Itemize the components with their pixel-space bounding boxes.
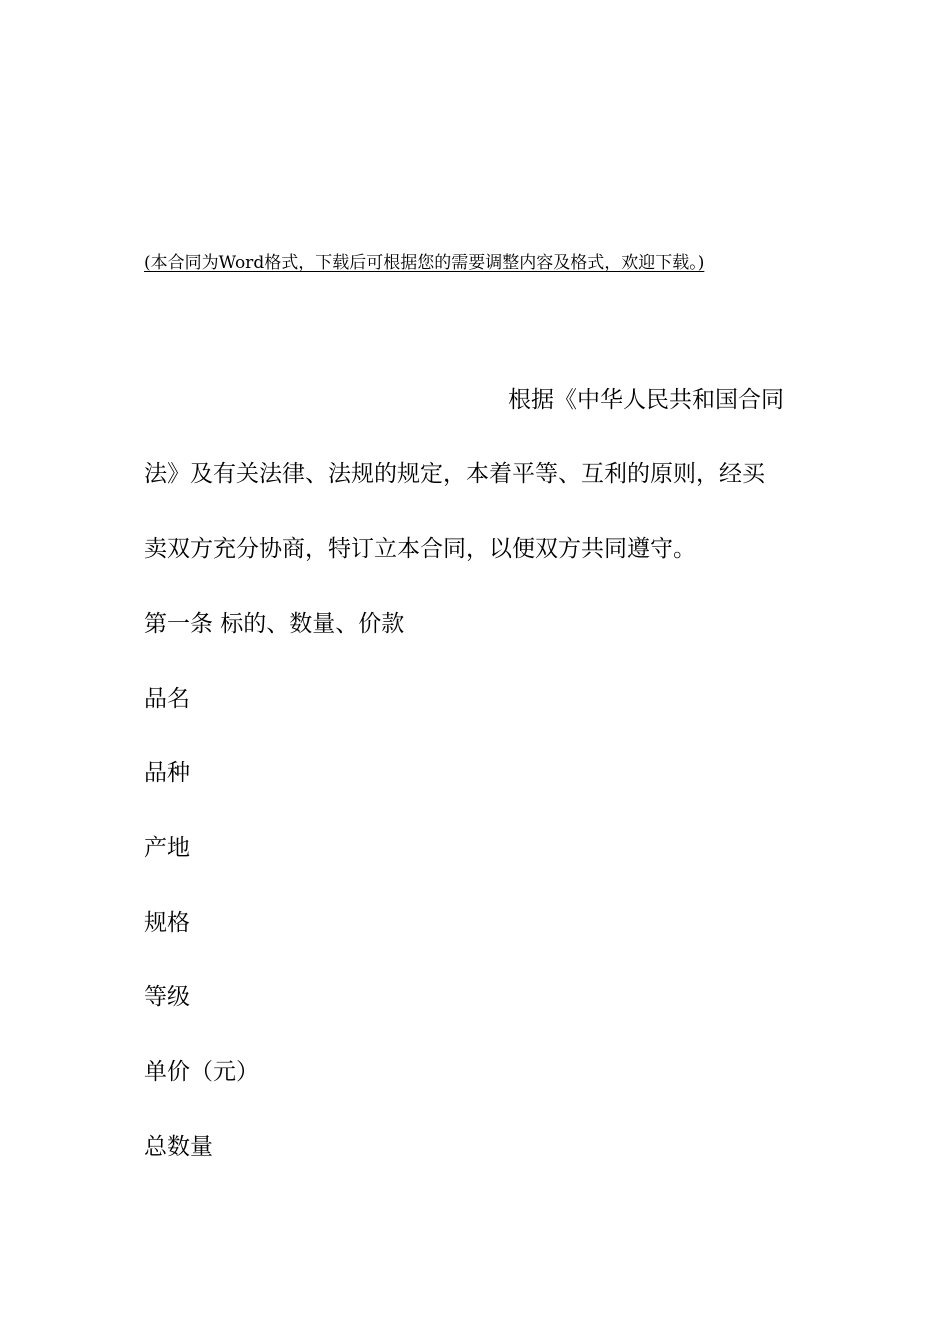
format-note: (本合同为Word格式，下载后可根据您的需要调整内容及格式，欢迎下载。) — [144, 253, 705, 273]
item-unit-price: 单价（元） — [144, 1059, 259, 1085]
paragraph-line-1: 根据《中华人民共和国合同 — [508, 387, 784, 413]
paragraph-line-2: 法》及有关法律、法规的规定，本着平等、互利的原则，经买 — [144, 461, 765, 487]
item-variety: 品种 — [144, 760, 190, 786]
article-1-heading: 第一条 标的、数量、价款 — [144, 611, 405, 637]
paragraph-line-3: 卖双方充分协商，特订立本合同，以便双方共同遵守。 — [144, 536, 696, 562]
item-total-quantity: 总数量 — [144, 1134, 213, 1160]
item-product-name: 品名 — [144, 686, 190, 712]
item-origin: 产地 — [144, 835, 190, 861]
item-grade: 等级 — [144, 984, 190, 1010]
item-specification: 规格 — [144, 910, 190, 936]
